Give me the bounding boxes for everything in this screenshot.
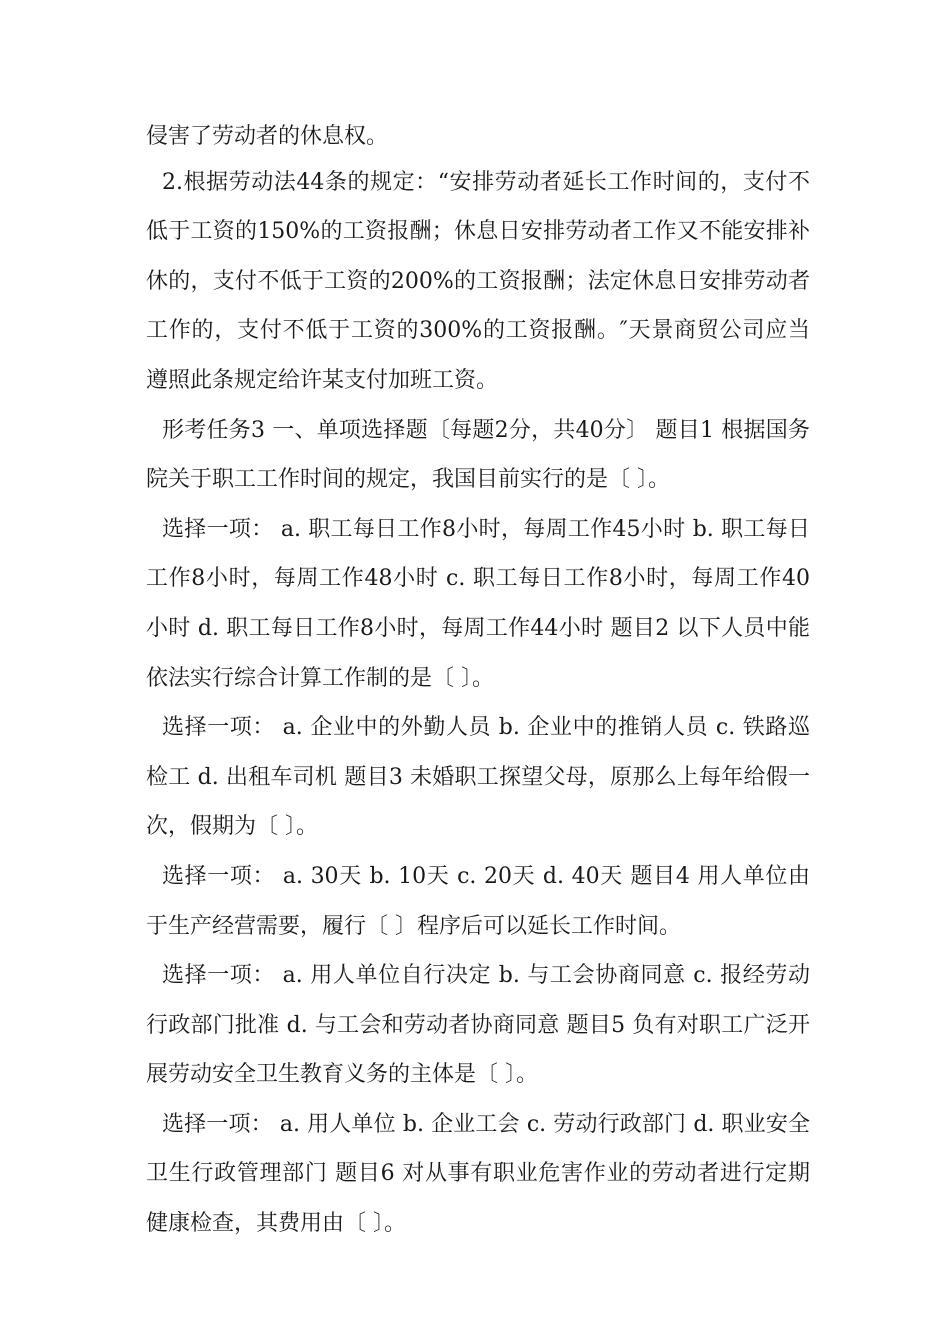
paragraph-rest-right-conclusion: 侵害了劳动者的休息权。 — [146, 124, 389, 149]
paragraph-question4-options: 选择一项： a. 用人单位自行决定 b. 与工会协商同意 c. 报经劳动行政部门批准 d. 与工会和劳动者协商同意 题目5 负有对职工广泛开展劳动安全卫生教育义务的主体是〔 〕。 — [146, 963, 810, 1088]
paragraph-question3-options: 选择一项： a. 30天 b. 10天 c. 20天 d. 40天 题目4 用人单位由于生产经营需要，履行〔 〕程序后可以延长工作时间。 — [146, 863, 810, 939]
paragraph-question2-options: 选择一项： a. 企业中的外勤人员 b. 企业中的推销人员 c. 铁路巡检工 d. 出租车司机 题目3 未婚职工探望父母，原那么上每年给假一次，假期为〔 〕。 — [146, 715, 810, 840]
paragraph-overtime-pay-law: 2.根据劳动法44条的规定：“安排劳动者延长工作时间的，支付不低于工资的150%的工资报酬；休息日安排劳动者工作又不能安排补休的，支付不低于工资的200%的工资报酬；法定休息日安排劳动者工作的，支付不低于工资的300%的工资报酬。″天景商贸公司应当遵照此条规定给许某支付加班工资。 — [146, 169, 810, 393]
document-body — [146, 112, 810, 1249]
paragraph-question1-options: 选择一项： a. 职工每日工作8小时，每周工作45小时 b. 职工每日工作8小时，每周工作48小时 c. 职工每日工作8小时，每周工作40小时 d. 职工每日工作8小时，每周工作44小时 题目2 以下人员中能依法实行综合计算工作制的是〔 〕。 — [146, 516, 810, 691]
paragraph-task3-question1: 形考任务3 一、单项选择题〔每题2分，共40分〕 题目1 根据国务院关于职工工作时间的规定，我国目前实行的是〔 〕。 — [146, 417, 810, 493]
paragraph-question5-options: 选择一项： a. 用人单位 b. 企业工会 c. 劳动行政部门 d. 职业安全卫生行政管理部门 题目6 对从事有职业危害作业的劳动者进行定期健康检查，其费用由〔 〕。 — [146, 1111, 810, 1237]
